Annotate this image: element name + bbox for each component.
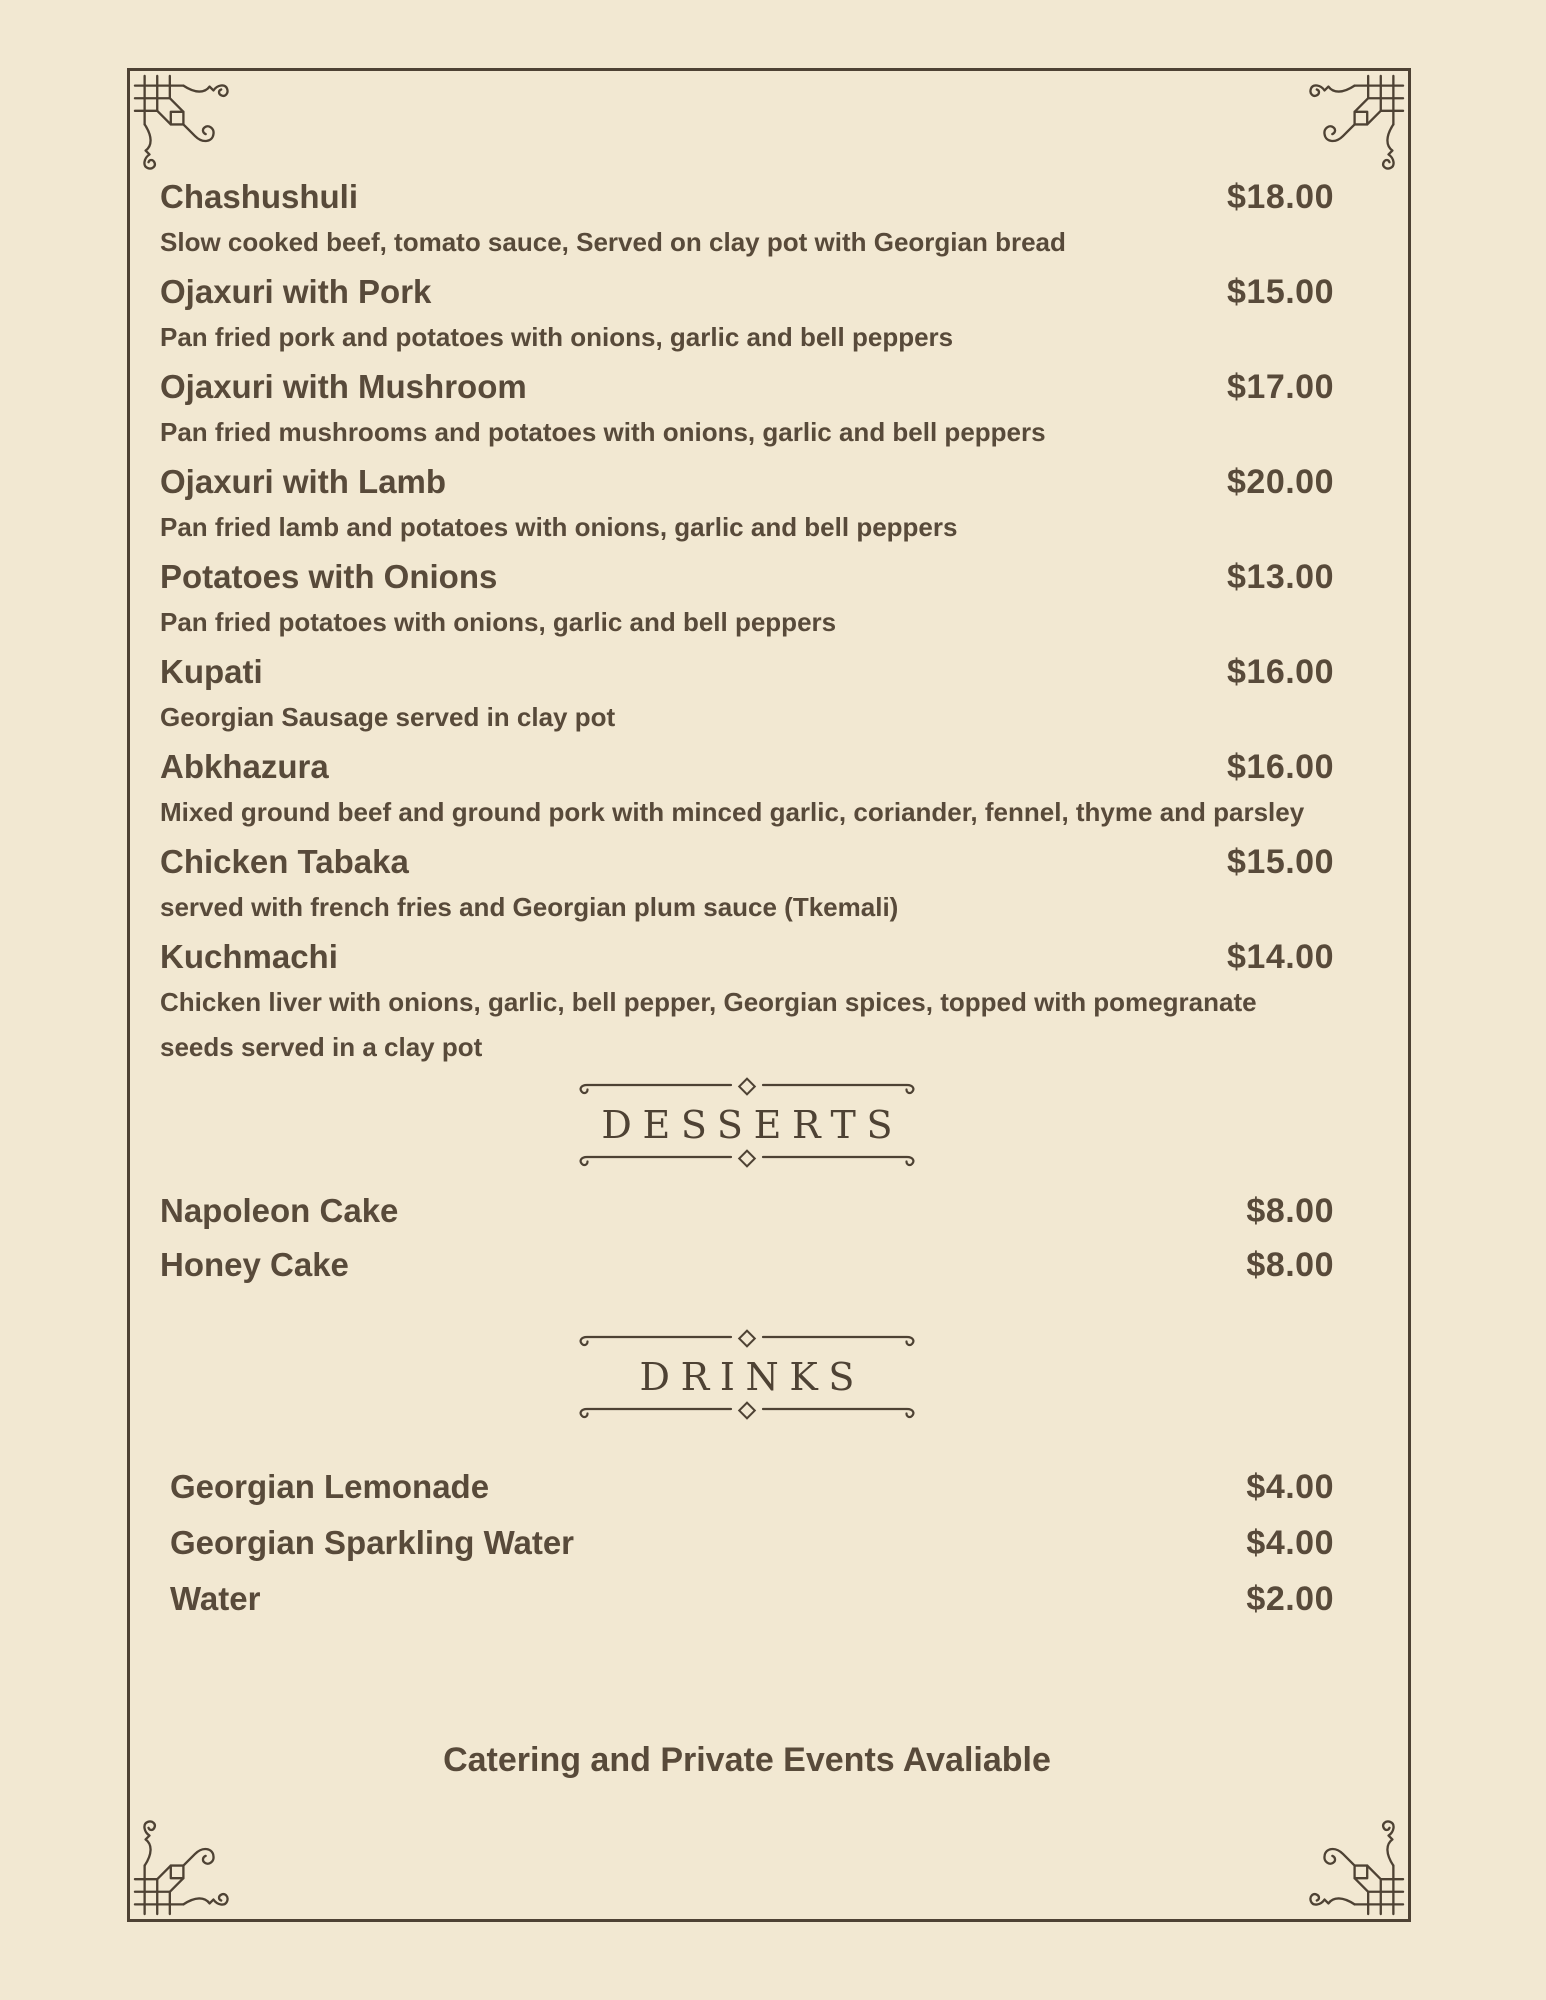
menu-item-row	[160, 269, 1334, 315]
line-diamond-divider-icon	[571, 1400, 923, 1426]
menu-item-name: Ojaxuri with Mushroom	[160, 368, 527, 405]
menu-item-row	[160, 554, 1334, 600]
menu-item	[160, 649, 1334, 740]
menu-item	[160, 459, 1334, 550]
menu-item-row	[160, 459, 1334, 505]
menu-item-name: Napoleon Cake	[160, 1192, 399, 1229]
menu-item-name: Chashushuli	[160, 178, 359, 215]
menu-item-name: Potatoes with Onions	[160, 558, 498, 595]
menu-item-name: Georgian Sparkling Water	[170, 1524, 575, 1561]
menu-item-description: Georgian Sausage served in clay pot	[160, 702, 616, 732]
line-diamond-divider-icon	[571, 1328, 923, 1354]
menu-border-frame	[127, 68, 1411, 1922]
menu-item-price: $13.00	[1227, 558, 1334, 596]
menu-item	[160, 744, 1334, 835]
menu-item-description: Pan fried potatoes with onions, garlic and bell peppers	[160, 607, 837, 637]
menu-item-name: Honey Cake	[160, 1246, 349, 1283]
menu-item-description: Pan fried lamb and potatoes with onions, garlic and bell peppers	[160, 512, 958, 542]
menu-content	[160, 174, 1334, 1780]
menu-item-row	[160, 744, 1334, 790]
menu-item	[160, 554, 1334, 645]
menu-item-price: $20.00	[1227, 463, 1334, 501]
corner-flourish-icon	[133, 1790, 259, 1916]
menu-item-name: Abkhazura	[160, 748, 329, 785]
menu-item-name: Chicken Tabaka	[160, 843, 409, 880]
section-items-list	[160, 1184, 1334, 1292]
menu-item-row	[160, 1238, 1334, 1292]
menu-section	[160, 1076, 1334, 1292]
menu-item-name: Water	[170, 1580, 261, 1617]
menu-item-row	[160, 839, 1334, 885]
menu-item	[160, 934, 1334, 1070]
menu-item-name: Ojaxuri with Pork	[160, 273, 432, 310]
menu-item-description: served with french fries and Georgian plum sauce (Tkemali)	[160, 892, 899, 922]
menu-item-row	[160, 1515, 1334, 1571]
menu-item	[160, 174, 1334, 265]
menu-item-price: $2.00	[1246, 1580, 1334, 1618]
menu-item-price: $8.00	[1246, 1246, 1334, 1284]
menu-item	[160, 269, 1334, 360]
menu-item-row	[160, 934, 1334, 980]
menu-item-row	[160, 1184, 1334, 1238]
menu-item	[160, 364, 1334, 455]
menu-item-price: $8.00	[1246, 1192, 1334, 1230]
menu-item	[160, 839, 1334, 930]
menu-item-row	[160, 1459, 1334, 1515]
menu-item-row	[160, 174, 1334, 220]
main-items-list	[160, 174, 1334, 1070]
menu-item-name: Kupati	[160, 653, 263, 690]
menu-item-price: $16.00	[1227, 748, 1334, 786]
corner-flourish-icon	[1279, 1790, 1405, 1916]
menu-item-price: $15.00	[1227, 273, 1334, 311]
menu-item-description: Pan fried pork and potatoes with onions, garlic and bell peppers	[160, 322, 954, 352]
section-items-list	[160, 1459, 1334, 1627]
menu-sections	[160, 1076, 1334, 1627]
section-title: DRINKS	[639, 1355, 866, 1399]
menu-item-description: Mixed ground beef and ground pork with minced garlic, coriander, fennel, thyme and parsley	[160, 797, 1305, 827]
menu-item-row	[160, 1571, 1334, 1627]
section-title: DESSERTS	[601, 1103, 904, 1147]
menu-item-description: Pan fried mushrooms and potatoes with onions, garlic and bell peppers	[160, 417, 1046, 447]
menu-item-row	[160, 649, 1334, 695]
menu-item-price: $16.00	[1227, 653, 1334, 691]
menu-item-name: Kuchmachi	[160, 938, 338, 975]
menu-item-description: Chicken liver with onions, garlic, bell pepper, Georgian spices, topped with pomegranate seeds served in a clay pot	[160, 987, 1257, 1062]
footer-note: Catering and Private Events Avaliable	[443, 1741, 1051, 1779]
menu-item-row	[160, 364, 1334, 410]
section-header	[571, 1076, 923, 1174]
menu-item-price: $14.00	[1227, 938, 1334, 976]
menu-item-description: Slow cooked beef, tomato sauce, Served on clay pot with Georgian bread	[160, 227, 1066, 257]
section-header	[571, 1328, 923, 1426]
menu-item-name: Ojaxuri with Lamb	[160, 463, 447, 500]
menu-item-price: $18.00	[1227, 178, 1334, 216]
menu-item-price: $17.00	[1227, 368, 1334, 406]
line-diamond-divider-icon	[571, 1076, 923, 1102]
menu-section	[160, 1328, 1334, 1627]
menu-item-price: $15.00	[1227, 843, 1334, 881]
menu-item-price: $4.00	[1246, 1468, 1334, 1506]
line-diamond-divider-icon	[571, 1148, 923, 1174]
menu-item-name: Georgian Lemonade	[170, 1468, 490, 1505]
menu-item-price: $4.00	[1246, 1524, 1334, 1562]
